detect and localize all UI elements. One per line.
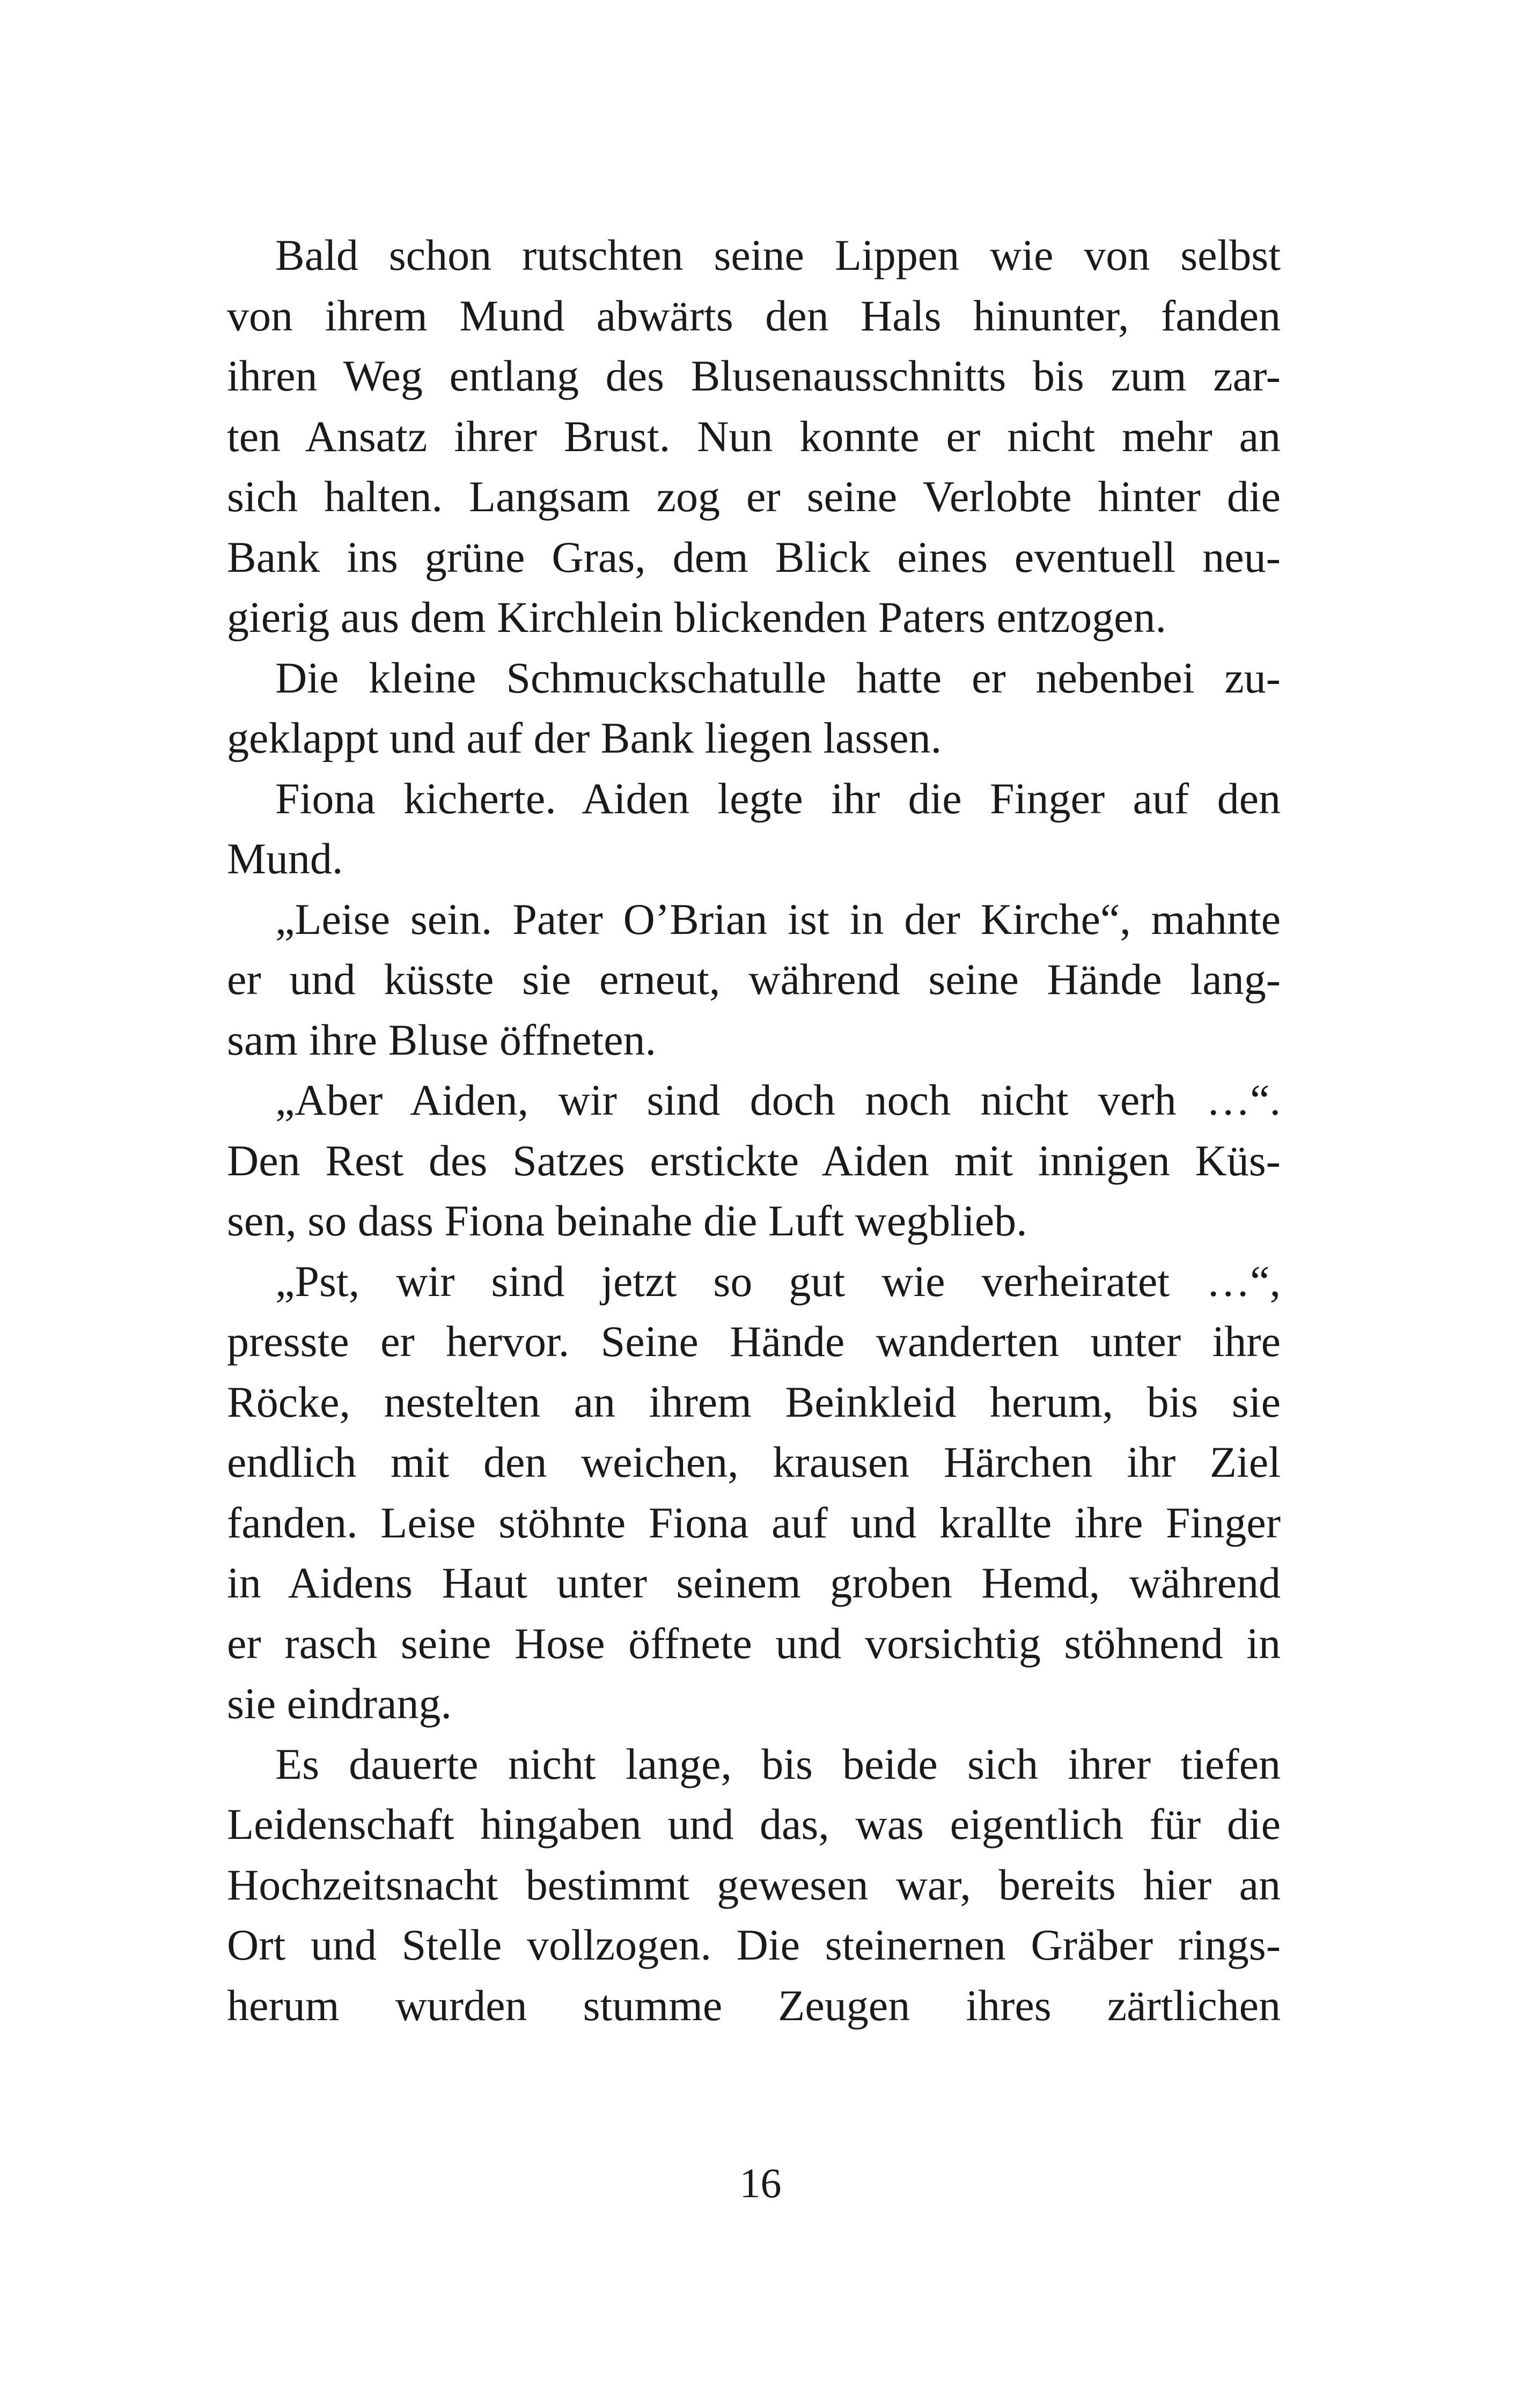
- text-line: in Aidens Haut unter seinem groben Hemd, während: [227, 1558, 1281, 1607]
- text-line: Leidenschaft hingaben und das, was eigentlich für die: [227, 1800, 1281, 1849]
- text-line: endlich mit den weichen, krausen Härchen ihr Ziel: [227, 1438, 1281, 1486]
- text-line: gierig aus dem Kirchlein blickenden Paters entzogen.: [227, 593, 1167, 642]
- text-line: „Leise sein. Pater O’Brian ist in der Kirche“, mahnte: [275, 894, 1281, 944]
- text-line: ten Ansatz ihrer Brust. Nun konnte er nicht mehr an: [227, 411, 1281, 461]
- text-line: er rasch seine Hose öffnete und vorsichtig stöhnend in: [227, 1618, 1281, 1668]
- text-line: Mund.: [227, 834, 343, 883]
- page-number: 16: [739, 2160, 782, 2206]
- text-line: Es dauerte nicht lange, bis beide sich ihrer tiefen: [275, 1739, 1281, 1788]
- text-line: presste er hervor. Seine Hände wanderten unter ihre: [227, 1317, 1281, 1366]
- text-line: Bank ins grüne Gras, dem Blick eines eventuell neu-: [227, 532, 1281, 581]
- text-line: „Aber Aiden, wir sind doch noch nicht verh …“.: [275, 1076, 1281, 1124]
- text-line: Die kleine Schmuckschatulle hatte er nebenbei zu-: [275, 653, 1281, 702]
- text-line: sie eindrang.: [227, 1679, 452, 1728]
- text-line: sich halten. Langsam zog er seine Verlobte hinter die: [227, 472, 1281, 521]
- text-line: Den Rest des Satzes erstickte Aiden mit innigen Küs-: [227, 1136, 1281, 1185]
- text-line: von ihrem Mund abwärts den Hals hinunter, fanden: [227, 291, 1281, 340]
- text-line: „Pst, wir sind jetzt so gut wie verheiratet …“,: [275, 1256, 1281, 1306]
- text-line: Fiona kicherte. Aiden legte ihr die Finger auf den: [275, 774, 1281, 823]
- body-text: [227, 225, 1281, 2036]
- text-line: Röcke, nestelten an ihrem Beinkleid herum, bis sie: [227, 1377, 1281, 1426]
- text-line: ihren Weg entlang des Blusenausschnitts bis zum zar-: [227, 351, 1281, 400]
- text-line: Hochzeitsnacht bestimmt gewesen war, bereits hier an: [227, 1860, 1281, 1909]
- text-line: Ort und Stelle vollzogen. Die steinernen Gräber rings-: [227, 1920, 1281, 1969]
- text-line: sen, so dass Fiona beinahe die Luft wegblieb.: [227, 1196, 1027, 1245]
- text-line: Bald schon rutschten seine Lippen wie von selbst: [275, 231, 1281, 279]
- text-line: er und küsste sie erneut, während seine Hände lang-: [227, 955, 1281, 1004]
- text-line: fanden. Leise stöhnte Fiona auf und krallte ihre Finger: [227, 1498, 1281, 1547]
- text-line: geklappt und auf der Bank liegen lassen.: [227, 713, 942, 762]
- text-line: herum wurden stumme Zeugen ihres zärtlichen: [227, 1980, 1281, 2030]
- text-line: sam ihre Bluse öffneten.: [227, 1015, 657, 1064]
